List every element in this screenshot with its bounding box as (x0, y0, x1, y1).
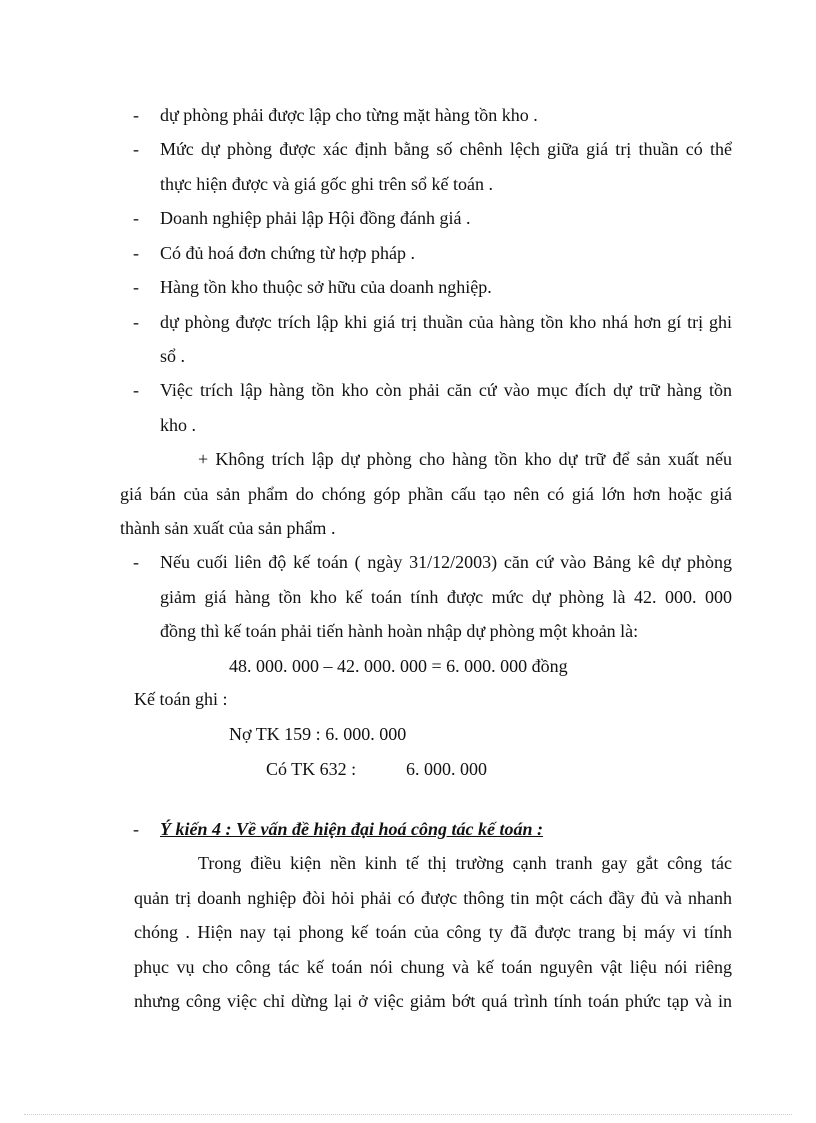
bullet-dash: - (133, 243, 139, 263)
paragraph-line: phục vụ cho công tác kế toán nói chung và kế toán nguyên vật liệu nói riêng (134, 957, 732, 977)
bullet-text-continued: giảm giá hàng tồn kho kế toán tính được mức dự phòng là 42. 000. 000 (160, 587, 732, 607)
page-bottom-rule (24, 1114, 792, 1115)
bullet-text-continued: thực hiện được và giá gốc ghi trên sổ kế toán . (160, 174, 493, 194)
credit-label: Có TK 632 : (266, 759, 357, 779)
bullet-dash: - (133, 105, 139, 125)
section-heading: Ý kiến 4 : Về vấn đề hiện đại hoá công tác kế toán : (160, 819, 543, 839)
bullet-dash: - (133, 208, 139, 228)
bullet-text: dự phòng được trích lập khi giá trị thuần của hàng tồn kho nhá hơn gí trị ghi (160, 312, 732, 332)
bullet-text: Hàng tồn kho thuộc sở hữu của doanh nghiệp. (160, 277, 492, 297)
entry-label: Kế toán ghi : (134, 689, 228, 709)
paragraph-line: nhưng công việc chỉ dừng lại ở việc giảm bớt quá trình tính toán phức tạp và in (134, 991, 732, 1011)
paragraph-line: thành sản xuất của sản phẩm . (120, 518, 336, 538)
paragraph-line: quản trị doanh nghiệp đòi hỏi phải có được thông tin một cách đầy đủ và nhanh (134, 888, 732, 908)
bullet-text: Có đủ hoá đơn chứng từ hợp pháp . (160, 243, 416, 263)
bullet-text: dự phòng phải được lập cho từng mặt hàng tồn kho . (160, 105, 538, 125)
bullet-text: Việc trích lập hàng tồn kho còn phải căn cứ vào mục đích dự trữ hàng tồn (160, 380, 732, 400)
bullet-text: Mức dự phòng được xác định bằng số chênh lệch giữa giá trị thuần có thể (160, 139, 732, 159)
bullet-dash: - (133, 380, 139, 400)
calculation-line: 48. 000. 000 – 42. 000. 000 = 6. 000. 000 đồng (229, 656, 568, 676)
bullet-text-continued: đồng thì kế toán phải tiến hành hoàn nhập dự phòng một khoản là: (160, 621, 639, 641)
bullet-dash: - (133, 312, 139, 332)
bullet-dash: - (133, 552, 139, 572)
debit-entry: Nợ TK 159 : 6. 000. 000 (229, 724, 407, 744)
credit-amount: 6. 000. 000 (406, 759, 487, 779)
paragraph-line: + Không trích lập dự phòng cho hàng tồn kho dự trữ để sản xuất nếu (198, 449, 732, 469)
bullet-text-continued: sổ . (160, 346, 186, 366)
bullet-text: Nếu cuối liên độ kế toán ( ngày 31/12/2003) căn cứ vào Bảng kê dự phòng (160, 552, 732, 572)
paragraph-line: giá bán của sản phẩm do chóng góp phần cấu tạo nên có giá lớn hơn hoặc giá (120, 484, 732, 504)
bullet-dash: - (133, 277, 139, 297)
bullet-dash: - (133, 819, 139, 839)
bullet-text-continued: kho . (160, 415, 196, 435)
bullet-text: Doanh nghiệp phải lập Hội đồng đánh giá . (160, 208, 471, 228)
paragraph-line: Trong điều kiện nền kinh tế thị trường cạnh tranh gay gắt công tác (198, 853, 732, 873)
bullet-dash: - (133, 139, 139, 159)
paragraph-line: chóng . Hiện nay tại phong kế toán của công ty đã được trang bị máy vi tính (134, 922, 732, 942)
